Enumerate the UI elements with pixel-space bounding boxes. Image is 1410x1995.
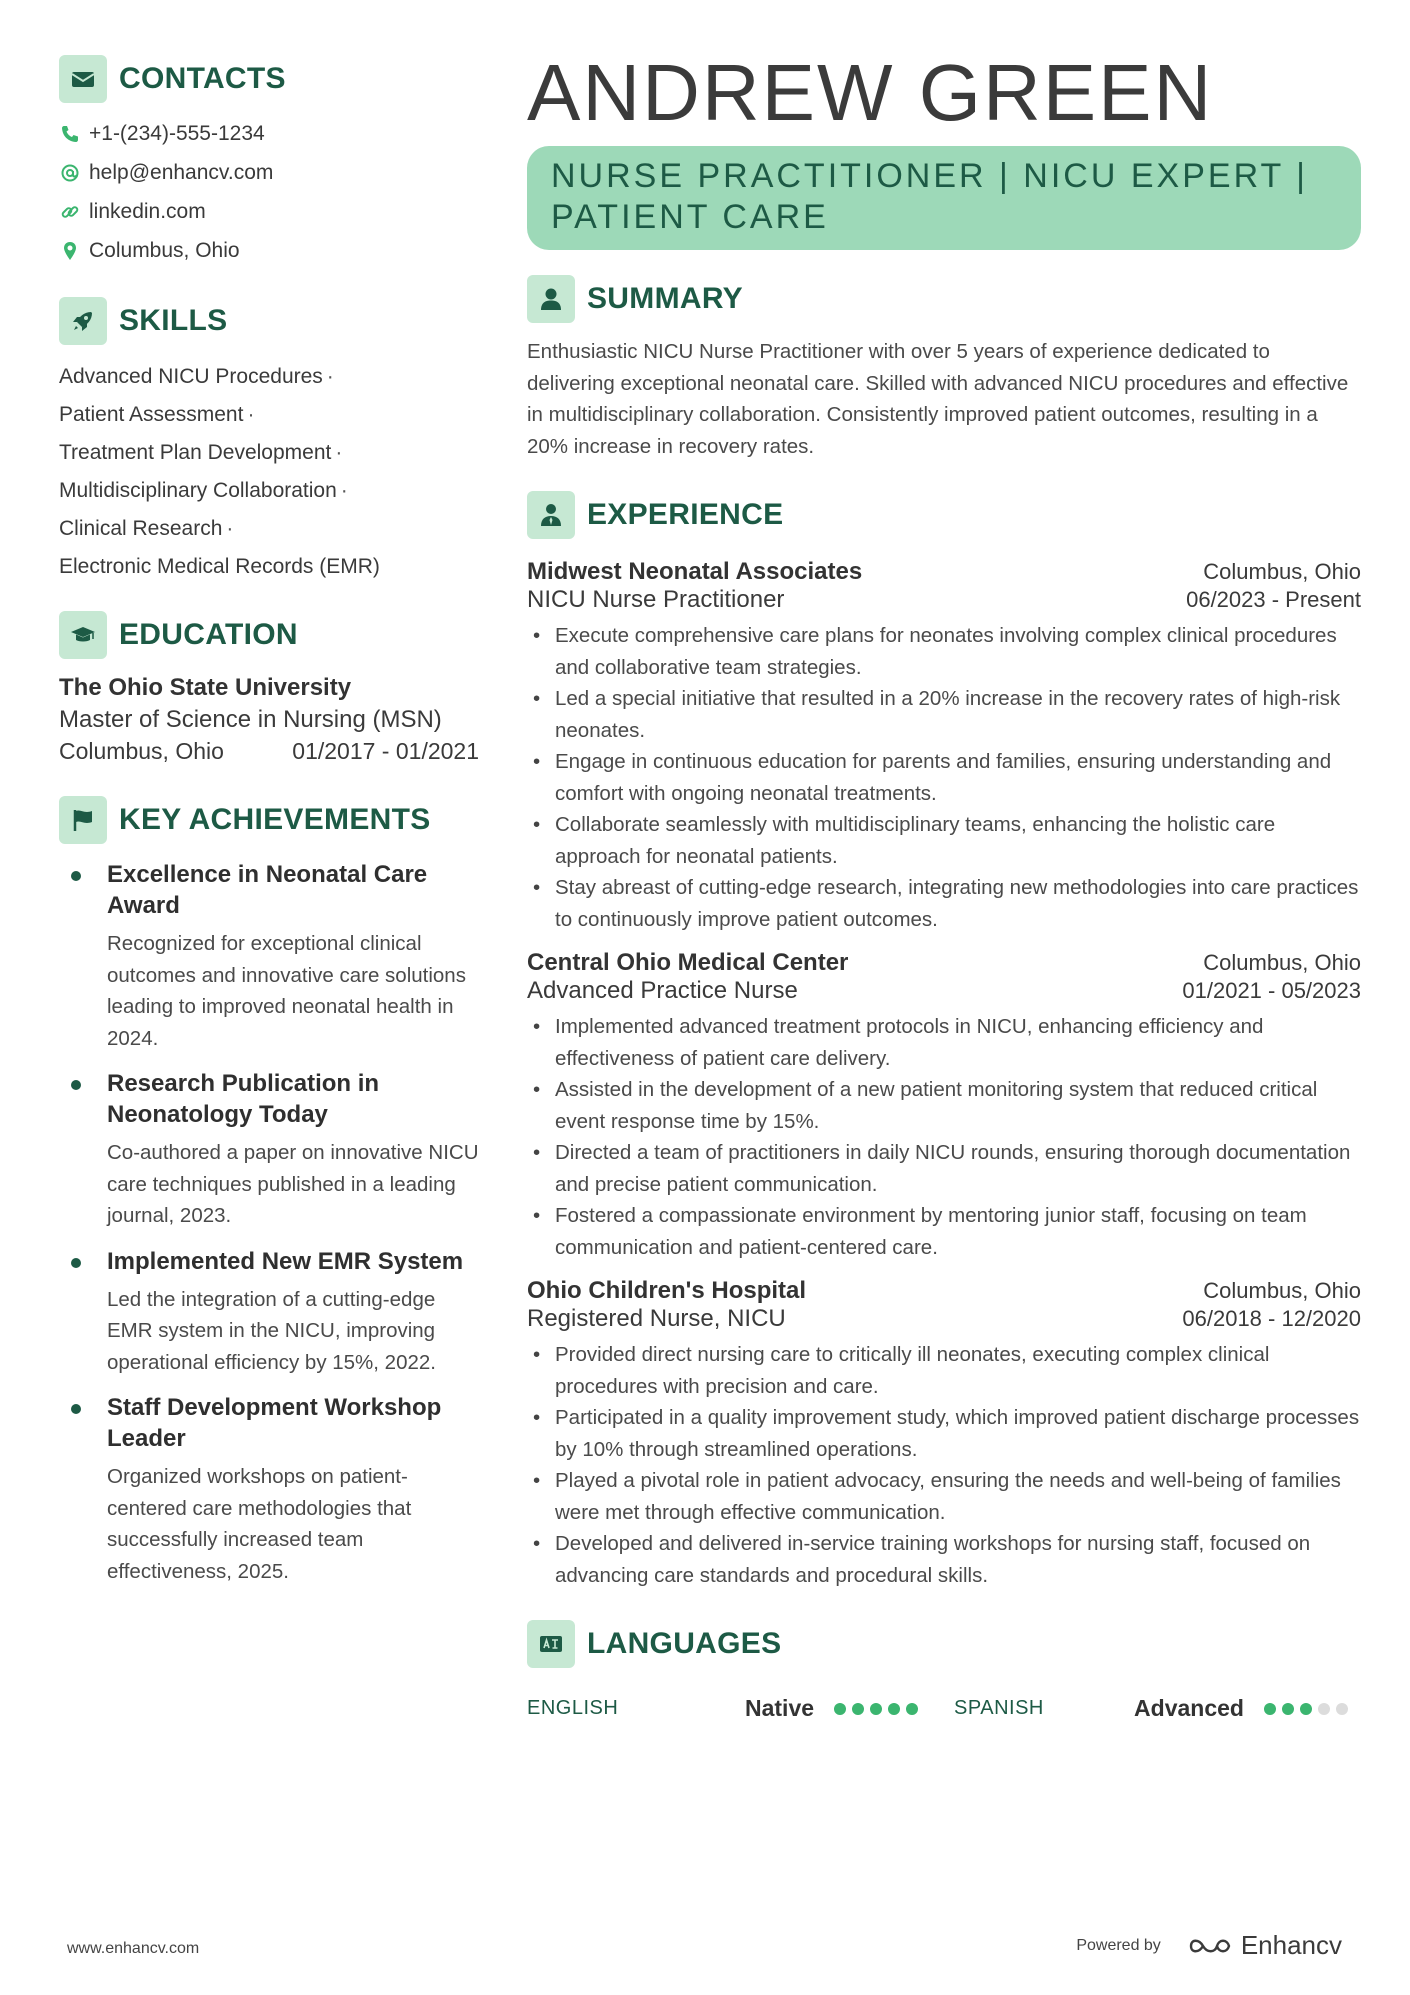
achievement-item <box>59 1246 479 1379</box>
enhancv-logo-icon <box>1187 1933 1233 1959</box>
achievement-item <box>59 859 479 1054</box>
skill-item: Advanced NICU Procedures · <box>59 365 334 388</box>
user-icon <box>527 275 575 323</box>
language-name: SPANISH <box>954 1697 1044 1719</box>
job-role: NICU Nurse Practitioner <box>527 586 785 613</box>
language-rating <box>1264 1703 1348 1715</box>
contact-location <box>59 231 479 270</box>
rating-dot <box>1336 1703 1348 1715</box>
bullet-icon <box>71 871 81 881</box>
brand-logo[interactable] <box>1187 1930 1342 1961</box>
contact-phone <box>59 114 479 153</box>
languages-heading <box>527 1619 1361 1669</box>
right-column <box>527 50 1361 1722</box>
job-bullet: • Led a special initiative that resulted in a 20% increase in the recovery rates of high-risk neonates. <box>527 683 1361 746</box>
job-dates: 01/2021 - 05/2023 <box>1182 978 1361 1003</box>
achievement-item <box>59 1068 479 1232</box>
job-entry <box>527 558 1361 935</box>
skills-list <box>59 358 479 586</box>
languages-row <box>527 1695 1361 1722</box>
job-bullet: • Assisted in the development of a new patient monitoring system that reduced critical event response time by 15%. <box>527 1074 1361 1137</box>
flag-icon <box>59 796 107 844</box>
job-bullets <box>527 1011 1361 1263</box>
job-bullet: • Directed a team of practitioners in daily NICU rounds, ensuring thorough documentation and precise patient communication. <box>527 1137 1361 1200</box>
briefcase-person-icon <box>527 491 575 539</box>
achievement-title: Research Publication in Neonatology Today <box>107 1070 380 1128</box>
left-column <box>59 54 479 1601</box>
job-entry <box>527 949 1361 1263</box>
job-location: Columbus, Ohio <box>1203 950 1361 975</box>
bullet-icon <box>71 1404 81 1414</box>
rating-dot <box>1282 1703 1294 1715</box>
rating-dot <box>1318 1703 1330 1715</box>
achievement-title: Excellence in Neonatal Care Award <box>107 861 428 919</box>
job-location: Columbus, Ohio <box>1203 559 1361 584</box>
job-role: Registered Nurse, NICU <box>527 1305 786 1332</box>
job-title-band: NURSE PRACTITIONER | NICU EXPERT | PATIENT CARE <box>527 146 1361 250</box>
job-bullets <box>527 620 1361 935</box>
achievements-heading <box>59 795 479 845</box>
section-title: KEY ACHIEVEMENTS <box>119 803 431 836</box>
skills-heading <box>59 296 479 346</box>
job-dates: 06/2023 - Present <box>1186 587 1361 612</box>
language-level: Advanced <box>1134 1695 1244 1721</box>
section-title: LANGUAGES <box>587 1627 782 1660</box>
job-bullet: • Engage in continuous education for parents and families, ensuring understanding and comfort with ongoing neonatal treatments. <box>527 746 1361 809</box>
achievement-item <box>59 1392 479 1587</box>
phone-text[interactable]: +1-(234)-555-1234 <box>89 121 265 145</box>
rating-dot <box>888 1703 900 1715</box>
job-bullet: • Provided direct nursing care to critically ill neonates, executing complex clinical procedures with precision and care. <box>527 1339 1361 1402</box>
job-entry <box>527 1277 1361 1591</box>
bullet-icon <box>71 1258 81 1268</box>
language-name: ENGLISH <box>527 1697 619 1719</box>
job-bullet: • Participated in a quality improvement study, which improved patient discharge processes by 10% through streamlined operations. <box>527 1402 1361 1465</box>
language-icon <box>527 1620 575 1668</box>
language-level: Native <box>745 1695 815 1721</box>
rating-dot <box>834 1703 846 1715</box>
section-title: EDUCATION <box>119 618 298 651</box>
education-meta <box>59 738 479 765</box>
section-title: SKILLS <box>119 304 228 337</box>
job-bullet: • Execute comprehensive care plans for neonates involving complex clinical procedures and collaborative team strategies. <box>527 620 1361 683</box>
summary-heading <box>527 274 1361 324</box>
candidate-name: ANDREW GREEN <box>527 48 1214 137</box>
footer-website[interactable]: www.enhancv.com <box>67 1940 200 1957</box>
section-title: EXPERIENCE <box>587 498 784 531</box>
experience-heading <box>527 490 1361 540</box>
achievement-desc: Recognized for exceptional clinical outcomes and innovative care solutions leading to improved neonatal health in 2024. <box>107 932 466 1050</box>
rating-dot <box>1300 1703 1312 1715</box>
bullet-icon <box>71 1080 81 1090</box>
job-dates: 06/2018 - 12/2020 <box>1182 1306 1361 1331</box>
contact-link <box>59 192 479 231</box>
achievements-list <box>59 859 479 1587</box>
email-text[interactable]: help@enhancv.com <box>89 160 274 184</box>
language-rating <box>834 1703 918 1715</box>
job-bullet: • Implemented advanced treatment protocols in NICU, enhancing efficiency and effectiveness of patient care delivery. <box>527 1011 1361 1074</box>
skill-item: Electronic Medical Records (EMR) <box>59 555 380 578</box>
rating-dot <box>852 1703 864 1715</box>
job-company: Ohio Children's Hospital <box>527 1277 807 1304</box>
job-company: Central Ohio Medical Center <box>527 949 849 976</box>
achievement-title: Implemented New EMR System <box>107 1247 464 1275</box>
graduation-cap-icon <box>59 611 107 659</box>
education-school: The Ohio State University <box>59 674 352 701</box>
job-bullets <box>527 1339 1361 1591</box>
job-location: Columbus, Ohio <box>1203 1278 1361 1303</box>
job-bullet: • Collaborate seamlessly with multidisciplinary teams, enhancing the holistic care approach for neonatal patients. <box>527 809 1361 872</box>
powered-by-text: Powered by <box>1076 1936 1161 1954</box>
location-text: Columbus, Ohio <box>89 238 240 262</box>
rocket-icon <box>59 297 107 345</box>
job-bullet: • Developed and delivered in-service training workshops for nursing staff, focused on advancing care standards and procedural skills. <box>527 1528 1361 1591</box>
skill-item: Treatment Plan Development · <box>59 441 343 464</box>
envelope-icon <box>59 55 107 103</box>
job-role: Advanced Practice Nurse <box>527 977 798 1004</box>
rating-dot <box>1264 1703 1276 1715</box>
achievement-desc: Co-authored a paper on innovative NICU care techniques published in a leading journal, 2023. <box>107 1141 479 1227</box>
rating-dot <box>870 1703 882 1715</box>
at-icon <box>59 162 81 184</box>
job-bullet: • Fostered a compassionate environment by mentoring junior staff, focusing on team communication and patient-centered care. <box>527 1200 1361 1263</box>
phone-icon <box>59 123 81 145</box>
achievement-desc: Organized workshops on patient-centered care methodologies that successfully increased team effectiveness, 2025. <box>107 1465 412 1583</box>
skill-item: Multidisciplinary Collaboration · <box>59 479 348 502</box>
contact-email <box>59 153 479 192</box>
brand-name: Enhancv <box>1240 1930 1342 1960</box>
job-bullet: • Stay abreast of cutting-edge research, integrating new methodologies into care practices to continuously improve patient outcomes. <box>527 872 1361 935</box>
footer-branding <box>1076 1930 1342 1961</box>
contacts-heading <box>59 54 479 104</box>
skill-item: Clinical Research · <box>59 517 234 540</box>
achievement-title: Staff Development Workshop Leader <box>107 1394 442 1452</box>
education-location: Columbus, Ohio <box>59 738 224 764</box>
link-icon <box>59 201 81 223</box>
job-bullet: • Played a pivotal role in patient advocacy, ensuring the needs and well-being of families were met through effective communication. <box>527 1465 1361 1528</box>
rating-dot <box>906 1703 918 1715</box>
achievement-desc: Led the integration of a cutting-edge EMR system in the NICU, improving operational efficiency by 15%, 2022. <box>107 1287 436 1374</box>
education-degree: Master of Science in Nursing (MSN) <box>59 706 442 733</box>
section-title: CONTACTS <box>119 62 286 95</box>
link-text[interactable]: linkedin.com <box>89 199 206 223</box>
summary-text: Enthusiastic NICU Nurse Practitioner with over 5 years of experience dedicated to delivering exceptional neonatal care. Skilled with advanced NICU procedures and effective in multidisciplinary collaboration. Consistently improved patient outcomes, resulting in a 20% increase in recovery rates. <box>527 340 1349 458</box>
skill-item: Patient Assessment · <box>59 403 255 426</box>
education-heading <box>59 610 479 660</box>
job-company: Midwest Neonatal Associates <box>527 558 863 585</box>
education-dates: 01/2017 - 01/2021 <box>292 738 479 764</box>
location-pin-icon <box>59 240 81 262</box>
section-title: SUMMARY <box>587 282 743 315</box>
